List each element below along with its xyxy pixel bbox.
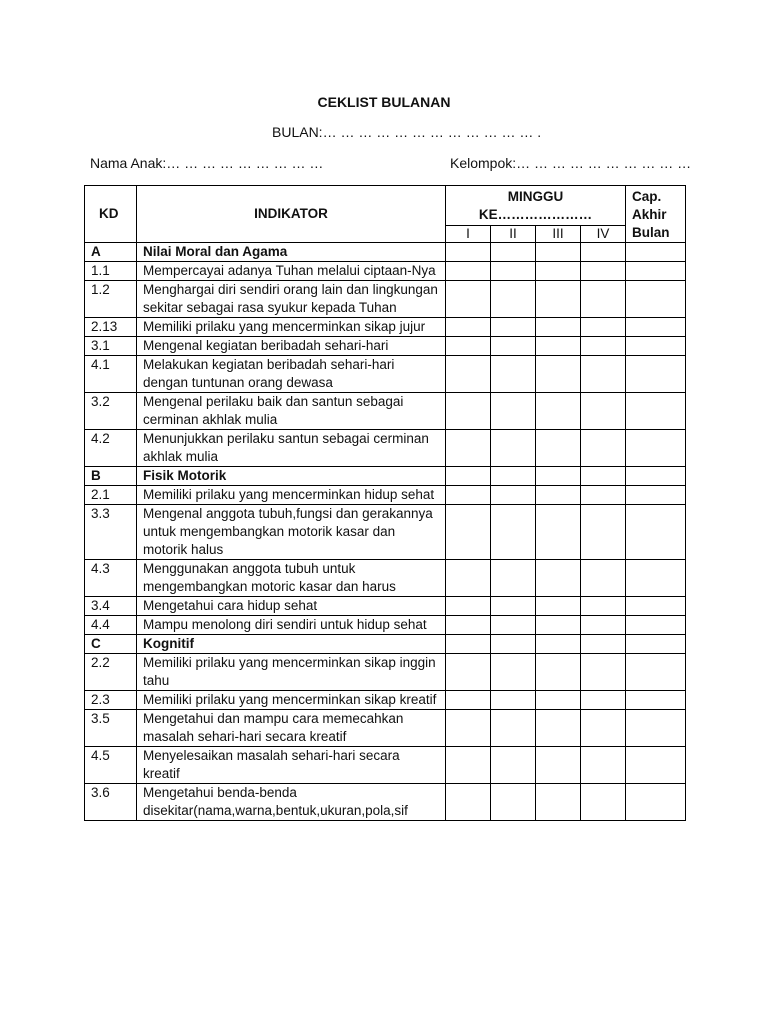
cap-cell[interactable]: [626, 430, 686, 467]
kd-cell: 3.3: [85, 505, 137, 560]
table-row: [85, 654, 686, 691]
kd-cell: 4.4: [85, 616, 137, 635]
week-header-3: III: [536, 225, 581, 242]
week-1-check-cell[interactable]: [446, 635, 491, 654]
week-4-check-cell[interactable]: [581, 747, 626, 784]
kd-cell: 2.3: [85, 691, 137, 710]
week-2-check-cell[interactable]: [491, 747, 536, 784]
indikator-cell: Menunjukkan perilaku santun sebagai cerminan akhlak mulia: [137, 430, 446, 467]
cap-cell[interactable]: [626, 281, 686, 318]
table-row: [85, 337, 686, 356]
indikator-cell: Mengetahui benda-benda disekitar(nama,warna,bentuk,ukuran,pola,sif: [137, 784, 446, 821]
week-3-check-cell[interactable]: [536, 616, 581, 635]
week-4-check-cell[interactable]: [581, 784, 626, 821]
week-4-check-cell[interactable]: [581, 616, 626, 635]
week-1-check-cell[interactable]: [446, 747, 491, 784]
header-minggu-ke: KE…………………: [478, 207, 593, 222]
week-4-check-cell[interactable]: [581, 467, 626, 486]
section-title: Nilai Moral dan Agama: [137, 243, 446, 262]
cap-cell[interactable]: [626, 635, 686, 654]
week-4-check-cell[interactable]: [581, 337, 626, 356]
kd-cell: 3.2: [85, 393, 137, 430]
cap-cell[interactable]: [626, 262, 686, 281]
week-1-check-cell[interactable]: [446, 486, 491, 505]
week-4-check-cell[interactable]: [581, 654, 626, 691]
table-row: [85, 691, 686, 710]
indikator-cell: Mampu menolong diri sendiri untuk hidup sehat: [137, 616, 446, 635]
table-row: [85, 560, 686, 597]
table-row: [85, 710, 686, 747]
week-2-check-cell[interactable]: [491, 654, 536, 691]
week-4-check-cell[interactable]: [581, 635, 626, 654]
week-header-1: I: [446, 225, 491, 242]
table-row: [85, 784, 686, 821]
week-4-check-cell[interactable]: [581, 356, 626, 393]
cap-cell[interactable]: [626, 710, 686, 747]
kd-cell: 4.3: [85, 560, 137, 597]
week-1-check-cell[interactable]: [446, 243, 491, 262]
table-row: [85, 318, 686, 337]
week-1-check-cell[interactable]: [446, 597, 491, 616]
indikator-cell: Mengenal anggota tubuh,fungsi dan gerakannya untuk mengembangkan motorik kasar dan motorik halus: [137, 505, 446, 560]
week-1-check-cell[interactable]: [446, 356, 491, 393]
kd-cell: 3.5: [85, 710, 137, 747]
cap-cell[interactable]: [626, 505, 686, 560]
section-row: [85, 467, 686, 486]
cap-cell[interactable]: [626, 467, 686, 486]
kd-cell: B: [85, 467, 137, 486]
week-2-check-cell[interactable]: [491, 784, 536, 821]
week-4-check-cell[interactable]: [581, 430, 626, 467]
week-3-check-cell[interactable]: [536, 243, 581, 262]
week-1-check-cell[interactable]: [446, 337, 491, 356]
week-3-check-cell[interactable]: [536, 337, 581, 356]
nama-anak-field: Nama Anak:… … … … … … … … …: [90, 155, 324, 171]
kd-cell: C: [85, 635, 137, 654]
indikator-cell: Melakukan kegiatan beribadah sehari-hari dengan tuntunan orang dewasa: [137, 356, 446, 393]
week-3-check-cell[interactable]: [536, 430, 581, 467]
week-4-check-cell[interactable]: [581, 710, 626, 747]
kd-cell: 4.2: [85, 430, 137, 467]
indikator-cell: Mengenal perilaku baik dan santun sebagai cerminan akhlak mulia: [137, 393, 446, 430]
week-4-check-cell[interactable]: [581, 281, 626, 318]
week-3-check-cell[interactable]: [536, 710, 581, 747]
checklist-table: [84, 185, 686, 821]
indikator-cell: Menyelesaikan masalah sehari-hari secara kreatif: [137, 747, 446, 784]
table-row: [85, 505, 686, 560]
week-3-check-cell[interactable]: [536, 560, 581, 597]
section-title: Fisik Motorik: [137, 467, 446, 486]
header-akhir: Akhir: [632, 207, 667, 222]
week-4-check-cell[interactable]: [581, 243, 626, 262]
week-2-check-cell[interactable]: [491, 597, 536, 616]
week-3-check-cell[interactable]: [536, 281, 581, 318]
cap-cell[interactable]: [626, 784, 686, 821]
week-3-check-cell[interactable]: [536, 262, 581, 281]
header-cap: Cap.: [632, 189, 662, 204]
week-header-2: II: [491, 225, 536, 242]
header-minggu: [446, 186, 626, 226]
week-1-check-cell[interactable]: [446, 393, 491, 430]
week-4-check-cell[interactable]: [581, 691, 626, 710]
table-row: [85, 262, 686, 281]
header-kd: KD: [85, 186, 137, 243]
indikator-cell: Mengetahui cara hidup sehat: [137, 597, 446, 616]
table-row: [85, 281, 686, 318]
week-4-check-cell[interactable]: [581, 597, 626, 616]
week-1-check-cell[interactable]: [446, 784, 491, 821]
week-1-check-cell[interactable]: [446, 505, 491, 560]
table-row: [85, 597, 686, 616]
week-3-check-cell[interactable]: [536, 505, 581, 560]
week-3-check-cell[interactable]: [536, 597, 581, 616]
kd-cell: 4.5: [85, 747, 137, 784]
week-3-check-cell[interactable]: [536, 486, 581, 505]
checklist-rows: [85, 243, 686, 821]
week-2-check-cell[interactable]: [491, 635, 536, 654]
week-2-check-cell[interactable]: [491, 710, 536, 747]
indikator-cell: Mempercayai adanya Tuhan melalui ciptaan-Nya: [137, 262, 446, 281]
week-4-check-cell[interactable]: [581, 393, 626, 430]
week-1-check-cell[interactable]: [446, 467, 491, 486]
table-row: [85, 747, 686, 784]
bulan-field: BULAN:… … … … … … … … … … … … .: [272, 124, 542, 140]
indikator-cell: Memiliki prilaku yang mencerminkan sikap inggin tahu: [137, 654, 446, 691]
kd-cell: 3.6: [85, 784, 137, 821]
week-3-check-cell[interactable]: [536, 393, 581, 430]
week-3-check-cell[interactable]: [536, 691, 581, 710]
cap-cell[interactable]: [626, 337, 686, 356]
kd-cell: 2.13: [85, 318, 137, 337]
week-2-check-cell[interactable]: [491, 691, 536, 710]
week-3-check-cell[interactable]: [536, 356, 581, 393]
kelompok-field: Kelompok:… … … … … … … … … …: [450, 155, 692, 171]
kd-cell: 2.1: [85, 486, 137, 505]
header-bulan: Bulan: [632, 225, 670, 240]
week-2-check-cell[interactable]: [491, 393, 536, 430]
indikator-cell: Mengenal kegiatan beribadah sehari-hari: [137, 337, 446, 356]
indikator-cell: Mengetahui dan mampu cara memecahkan masalah sehari-hari secara kreatif: [137, 710, 446, 747]
table-row: [85, 616, 686, 635]
cap-cell[interactable]: [626, 654, 686, 691]
cap-cell[interactable]: [626, 243, 686, 262]
kd-cell: 1.2: [85, 281, 137, 318]
kd-cell: 1.1: [85, 262, 137, 281]
week-2-check-cell[interactable]: [491, 262, 536, 281]
week-3-check-cell[interactable]: [536, 467, 581, 486]
kd-cell: 3.1: [85, 337, 137, 356]
page-title: CEKLIST BULANAN: [317, 94, 451, 110]
week-4-check-cell[interactable]: [581, 505, 626, 560]
week-2-check-cell[interactable]: [491, 505, 536, 560]
week-1-check-cell[interactable]: [446, 654, 491, 691]
week-header-4: IV: [581, 225, 626, 242]
cap-cell[interactable]: [626, 560, 686, 597]
week-1-check-cell[interactable]: [446, 281, 491, 318]
section-title: Kognitif: [137, 635, 446, 654]
week-1-check-cell[interactable]: [446, 430, 491, 467]
kd-cell: 3.4: [85, 597, 137, 616]
week-2-check-cell[interactable]: [491, 560, 536, 597]
cap-cell[interactable]: [626, 691, 686, 710]
indikator-cell: Memiliki prilaku yang mencerminkan hidup sehat: [137, 486, 446, 505]
header-indikator: INDIKATOR: [137, 186, 446, 243]
week-4-check-cell[interactable]: [581, 560, 626, 597]
week-2-check-cell[interactable]: [491, 243, 536, 262]
table-row: [85, 393, 686, 430]
week-3-check-cell[interactable]: [536, 635, 581, 654]
header-minggu-label: MINGGU: [507, 189, 564, 204]
week-2-check-cell[interactable]: [491, 337, 536, 356]
header-cap-akhir-bulan: [626, 186, 686, 243]
cap-cell[interactable]: [626, 356, 686, 393]
week-1-check-cell[interactable]: [446, 262, 491, 281]
section-row: [85, 635, 686, 654]
cap-cell[interactable]: [626, 486, 686, 505]
week-4-check-cell[interactable]: [581, 486, 626, 505]
indikator-cell: Memiliki prilaku yang mencerminkan sikap jujur: [137, 318, 446, 337]
table-row: [85, 356, 686, 393]
week-3-check-cell[interactable]: [536, 654, 581, 691]
kd-cell: 4.1: [85, 356, 137, 393]
week-2-check-cell[interactable]: [491, 467, 536, 486]
indikator-cell: Memiliki prilaku yang mencerminkan sikap kreatif: [137, 691, 446, 710]
week-1-check-cell[interactable]: [446, 616, 491, 635]
table-row: [85, 430, 686, 467]
kd-cell: 2.2: [85, 654, 137, 691]
cap-cell[interactable]: [626, 597, 686, 616]
week-1-check-cell[interactable]: [446, 560, 491, 597]
week-1-check-cell[interactable]: [446, 710, 491, 747]
week-2-check-cell[interactable]: [491, 318, 536, 337]
week-2-check-cell[interactable]: [491, 486, 536, 505]
week-2-check-cell[interactable]: [491, 281, 536, 318]
week-1-check-cell[interactable]: [446, 318, 491, 337]
cap-cell[interactable]: [626, 747, 686, 784]
week-3-check-cell[interactable]: [536, 784, 581, 821]
week-4-check-cell[interactable]: [581, 262, 626, 281]
week-2-check-cell[interactable]: [491, 616, 536, 635]
cap-cell[interactable]: [626, 393, 686, 430]
cap-cell[interactable]: [626, 616, 686, 635]
week-1-check-cell[interactable]: [446, 691, 491, 710]
kd-cell: A: [85, 243, 137, 262]
week-3-check-cell[interactable]: [536, 747, 581, 784]
week-2-check-cell[interactable]: [491, 356, 536, 393]
section-row: [85, 243, 686, 262]
table-row: [85, 486, 686, 505]
week-2-check-cell[interactable]: [491, 430, 536, 467]
week-3-check-cell[interactable]: [536, 318, 581, 337]
indikator-cell: Menghargai diri sendiri orang lain dan lingkungan sekitar sebagai rasa syukur kepada Tuhan: [137, 281, 446, 318]
cap-cell[interactable]: [626, 318, 686, 337]
week-4-check-cell[interactable]: [581, 318, 626, 337]
indikator-cell: Menggunakan anggota tubuh untuk mengembangkan motoric kasar dan harus: [137, 560, 446, 597]
